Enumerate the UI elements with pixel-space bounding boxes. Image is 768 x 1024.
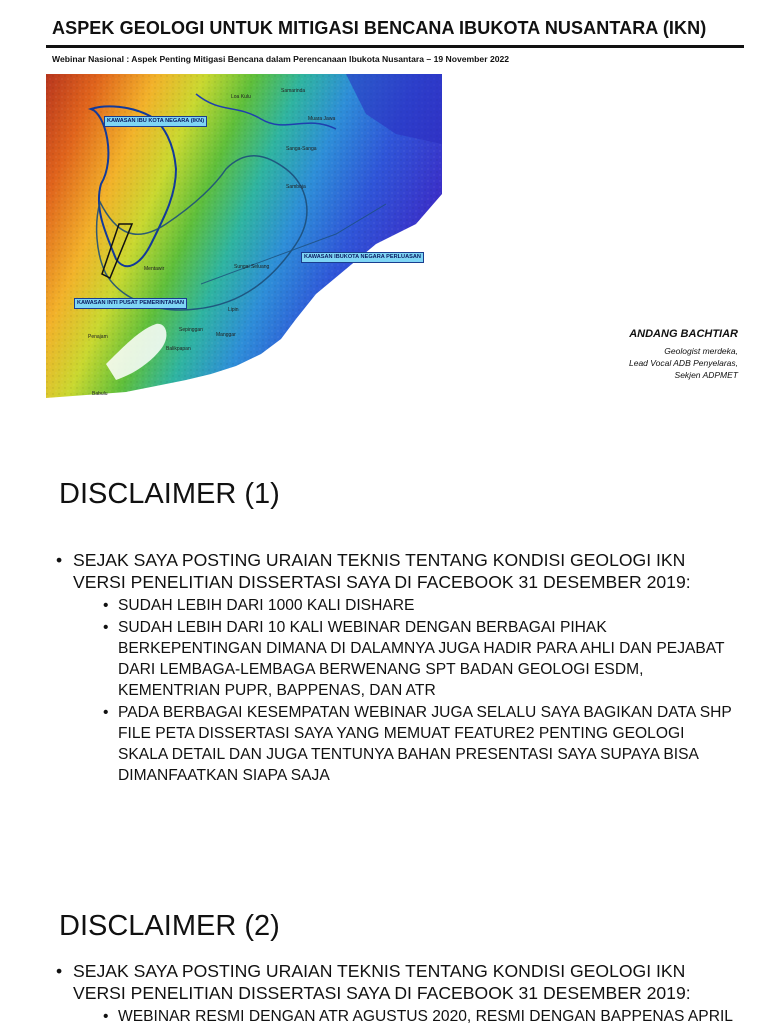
slide-subtitle: Webinar Nasional : Aspek Penting Mitigasi Bencana dalam Perencanaan Ibukota Nusantara – 19 November 2022 — [52, 54, 510, 64]
slide-heading: DISCLAIMER (1) — [59, 478, 280, 510]
bullet-item — [56, 549, 736, 786]
author-role: Geologist merdeka, — [664, 346, 738, 356]
bullet-list — [56, 549, 736, 787]
map-label-inti: KAWASAN INTI PUSAT PEMERINTAHAN — [74, 298, 187, 309]
map-place: Samboja — [286, 184, 306, 190]
author-name: ANDANG BACHTIAR — [629, 328, 738, 340]
bullet-item — [56, 960, 736, 1024]
map-place: Muara Jawa — [308, 116, 336, 122]
disclaimer-2-slide — [0, 870, 768, 1024]
map-place: Sungai Seluang — [234, 264, 270, 270]
map-place: Lipin — [228, 307, 239, 313]
sub-bullet-item: • PADA BERBAGAI KESEMPATAN WEBINAR JUGA SELALU SAYA BAGIKAN DATA SHP FILE PETA DISSERTASI SAYA YANG MEMUAT FEATURE2 PENTING GEOLOGI SKALA DETAIL DAN JUGA TENTUNYA BAHAN PRESENTASI SAYA SUPAYA BISA DIMANFAATKAN SIAPA SAJA — [73, 702, 736, 786]
map-place: Manggar — [216, 332, 236, 338]
map-place: Babulu — [92, 391, 108, 397]
map-label-perluasan: KAWASAN IBUKOTA NEGARA PERLUASAN — [301, 252, 424, 263]
author-block — [629, 328, 738, 381]
map-label-ikn: KAWASAN IBU KOTA NEGARA (IKN) — [104, 116, 207, 127]
sub-bullet-item: • SUDAH LEBIH DARI 10 KALI WEBINAR DENGAN BERBAGAI PIHAK BERKEPENTINGAN DIMANA DI DALAMNYA JUGA HADIR PARA AHLI DAN PEJABAT DARI LEMBAGA-LEMBAGA BERWENANG SPT BADAN GEOLOGI ESDM, KEMENTRIAN PUPR, BAPPENAS, DAN ATR — [73, 617, 736, 701]
sub-bullet-list — [73, 595, 736, 786]
sub-bullet-list — [73, 1006, 736, 1024]
author-role: Sekjen ADPMET — [674, 370, 738, 380]
title-divider — [46, 45, 744, 48]
map-place: Penajam — [88, 334, 108, 340]
slide-title: ASPEK GEOLOGI UNTUK MITIGASI BENCANA IBUKOTA NUSANTARA (IKN) — [52, 18, 707, 38]
bullet-text: SEJAK SAYA POSTING URAIAN TEKNIS TENTANG KONDISI GEOLOGI IKN VERSI PENELITIAN DISSERTASI SAYA DI FACEBOOK 31 DESEMBER 2019: — [73, 961, 691, 1003]
map-place: Mentawir — [144, 266, 165, 272]
map-place: Sanga-Sanga — [286, 146, 317, 152]
map-place: Balikpapan — [166, 346, 191, 352]
sub-bullet-item: • SUDAH LEBIH DARI 1000 KALI DISHARE — [73, 595, 736, 616]
map-place: Samarinda — [281, 88, 306, 94]
bullet-list — [56, 960, 736, 1024]
terrain-map — [46, 74, 464, 398]
author-role: Lead Vocal ADB Penyelaras, — [629, 358, 738, 368]
title-slide — [0, 0, 768, 420]
sub-bullet-item: • WEBINAR RESMI DENGAN ATR AGUSTUS 2020, RESMI DENGAN BAPPENAS APRIL — [73, 1006, 736, 1024]
map-place: Loa Kulu — [231, 94, 251, 100]
slide-heading: DISCLAIMER (2) — [59, 910, 280, 942]
disclaimer-1-slide — [0, 430, 768, 860]
bullet-text: SEJAK SAYA POSTING URAIAN TEKNIS TENTANG KONDISI GEOLOGI IKN VERSI PENELITIAN DISSERTASI SAYA DI FACEBOOK 31 DESEMBER 2019: — [73, 550, 691, 592]
map-place: Sepinggan — [179, 327, 203, 333]
